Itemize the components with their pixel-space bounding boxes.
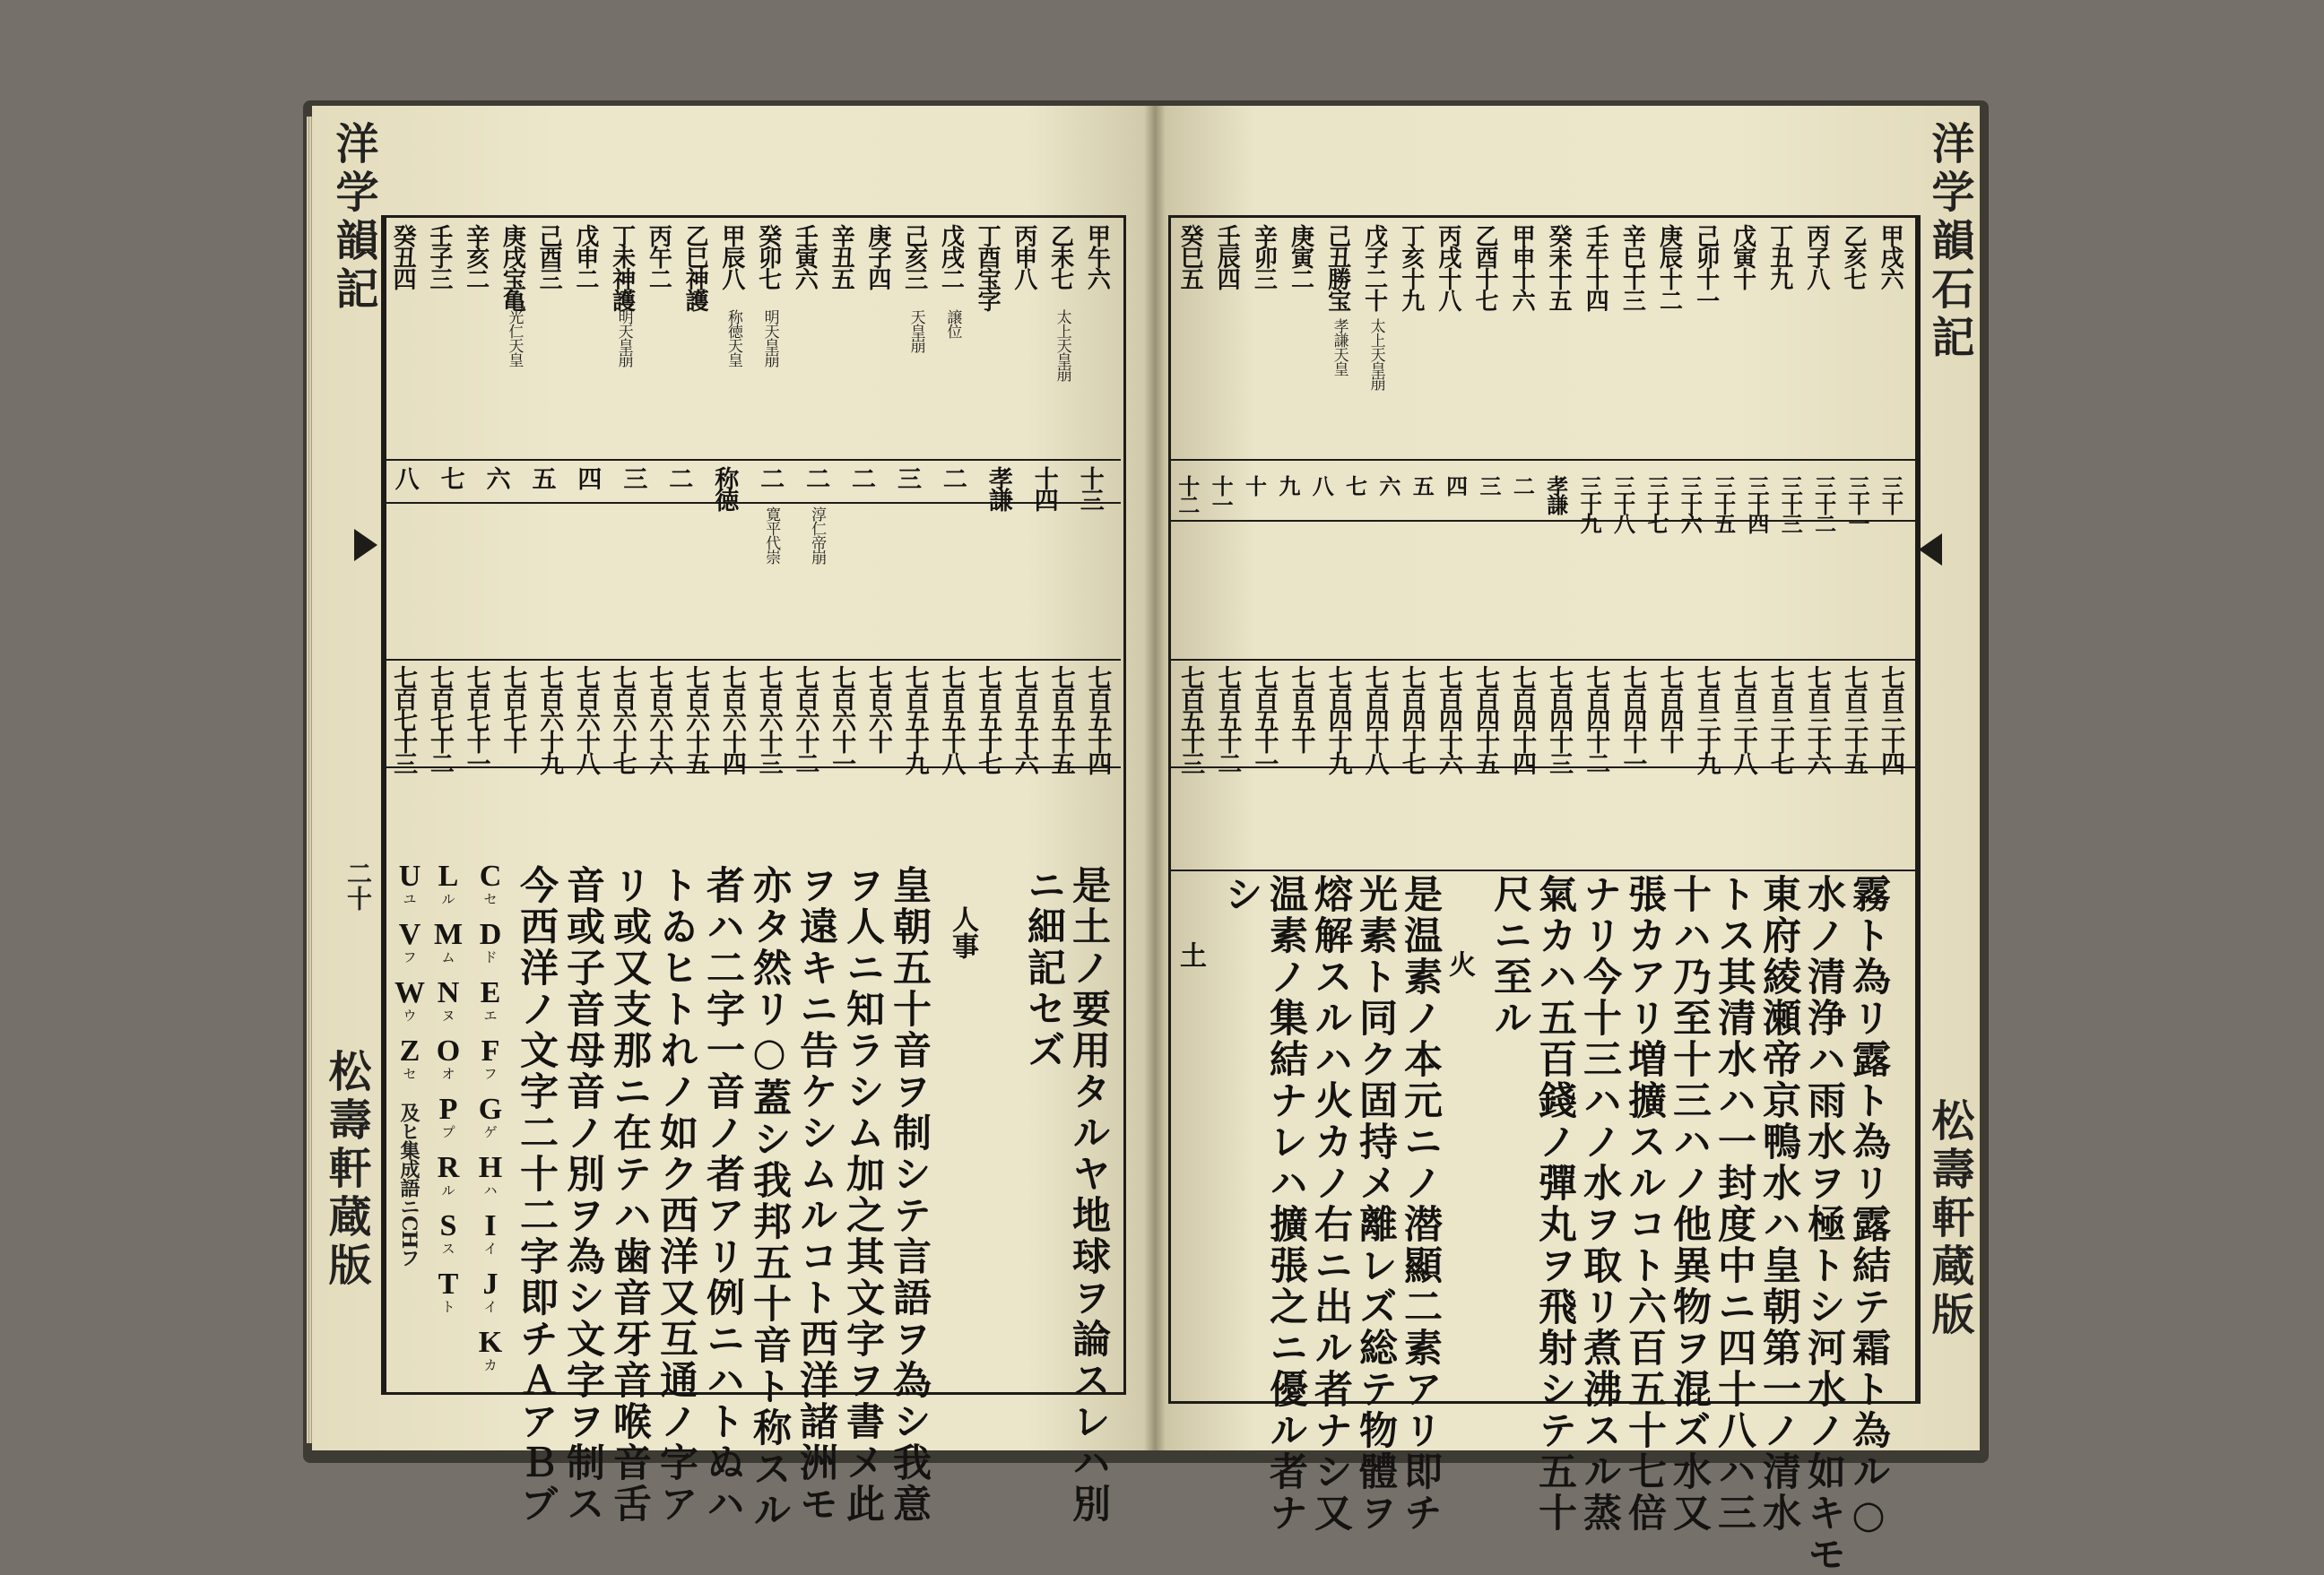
alphabet-column bbox=[429, 861, 468, 1327]
reign-cell: 三十七 bbox=[1643, 475, 1669, 532]
alphabet-trailer: 及ヒ集成語ニCHフ bbox=[397, 1103, 421, 1268]
reign-cell: 三十 bbox=[1877, 475, 1904, 513]
year-cell: 七百六十八 bbox=[571, 665, 600, 773]
reign-cell: 二 bbox=[756, 466, 785, 488]
alphabet-letter bbox=[429, 1152, 468, 1210]
body-line: 東府綾瀬帝京鴨水ハ皇朝第一ノ清水 bbox=[1756, 874, 1801, 1534]
kana-reading: イ bbox=[483, 1301, 498, 1315]
body-line: リ或又支那ニ在テハ歯音牙音喉音舌 bbox=[607, 865, 652, 1525]
era-cell: 庚辰十二 bbox=[1655, 224, 1683, 310]
year-cell: 七百七十二 bbox=[425, 665, 454, 773]
book-gutter bbox=[1144, 106, 1166, 1450]
right-rule-2 bbox=[1168, 520, 1918, 522]
year-cell: 七百六十九 bbox=[535, 665, 564, 773]
era-cell: 癸卯七 bbox=[754, 224, 782, 289]
year-cell: 七百七十一 bbox=[462, 665, 490, 773]
year-cell: 七百四十三 bbox=[1545, 665, 1574, 773]
body-line: 氣カハ五百錢ノ彈丸ヲ飛射シテ五十 bbox=[1532, 874, 1577, 1534]
right-publisher: 松壽軒蔵版 bbox=[1924, 1098, 1974, 1340]
body-line: ニ細記セズ bbox=[1021, 865, 1066, 1071]
era-cell: 壬子三 bbox=[425, 224, 453, 289]
latin-letter: Z bbox=[399, 1034, 421, 1068]
latin-letter: G bbox=[478, 1093, 503, 1126]
era-cell: 乙亥七 bbox=[1839, 224, 1867, 289]
era-cell-note: 太上天皇崩 bbox=[1366, 318, 1385, 390]
reign-cell: 十四 bbox=[1029, 466, 1058, 509]
year-cell: 七百六十六 bbox=[645, 665, 673, 773]
latin-letter: S bbox=[439, 1209, 457, 1242]
alphabet-letter bbox=[471, 861, 510, 919]
kana-reading: ス bbox=[441, 1242, 455, 1257]
alphabet-column bbox=[471, 861, 510, 1385]
era-cell: 辛丑五 bbox=[828, 224, 855, 289]
section-heading: 人事 bbox=[947, 905, 978, 959]
reign-cell: 三十五 bbox=[1710, 475, 1737, 532]
right-rule-3 bbox=[1168, 659, 1918, 661]
reign-cell: 三十四 bbox=[1743, 475, 1770, 532]
year-cell: 七百六十 bbox=[863, 665, 892, 751]
right-fishtail-mark bbox=[1919, 533, 1942, 566]
reign-cell: 三十二 bbox=[1810, 475, 1837, 532]
kana-reading: ヌ bbox=[441, 1009, 455, 1024]
right-rule-5 bbox=[1168, 870, 1918, 871]
alphabet-letter bbox=[390, 1035, 429, 1094]
year-cell: 七百七十三 bbox=[389, 665, 418, 773]
kana-reading: フ bbox=[403, 951, 417, 965]
year-cell: 七百六十五 bbox=[681, 665, 710, 773]
era-cell: 辛巳十三 bbox=[1618, 224, 1646, 310]
left-margin-title: 洋学韻記 bbox=[328, 121, 378, 315]
year-cell: 七百四十六 bbox=[1434, 665, 1462, 773]
reign-cell: 孝謙 bbox=[1542, 475, 1569, 513]
body-line: トゐヒトれノ如ク西洋又互通ノ字ア bbox=[654, 865, 698, 1525]
alphabet-letter bbox=[390, 919, 429, 977]
alphabet-letter bbox=[390, 977, 429, 1035]
year-cell: 七百四十八 bbox=[1360, 665, 1389, 773]
reign-cell: 十一 bbox=[1208, 475, 1235, 513]
kana-reading: ハ bbox=[483, 1184, 498, 1199]
reign-cell: 三十九 bbox=[1576, 475, 1603, 532]
latin-letter: N bbox=[437, 976, 460, 1009]
body-line: シ bbox=[1218, 874, 1263, 915]
body-line: 今西洋ノ文字二十二字即チＡアＢブ bbox=[514, 865, 559, 1525]
era-cell: 乙未七 bbox=[1046, 224, 1074, 289]
year-cell: 七百四十九 bbox=[1323, 665, 1352, 773]
era-cell: 戊子二十 bbox=[1360, 224, 1388, 310]
era-cell-note: 太上天皇崩 bbox=[1053, 309, 1071, 381]
body-line: 温素ノ集結ナレハ擴張之ニ優ル者ナ bbox=[1263, 874, 1308, 1534]
alphabet-letter bbox=[429, 861, 468, 919]
year-cell: 七百六十二 bbox=[791, 665, 819, 773]
latin-letter: E bbox=[480, 976, 501, 1009]
year-cell: 七百四十五 bbox=[1470, 665, 1499, 773]
left-rule-3 bbox=[381, 659, 1121, 661]
body-line: トス其清水ハ一封度中ニ四十八ハ三 bbox=[1712, 874, 1756, 1534]
era-cell: 癸未十五 bbox=[1545, 224, 1573, 310]
reign-cell: 七 bbox=[1341, 475, 1368, 494]
reign-cell-note: 淳仁帝崩 bbox=[808, 506, 827, 564]
latin-letter: R bbox=[437, 1151, 460, 1184]
alphabet-letter bbox=[471, 1094, 510, 1152]
alphabet-letter bbox=[471, 1327, 510, 1385]
reign-cell: 二 bbox=[664, 466, 693, 488]
kana-reading: フ bbox=[483, 1068, 498, 1082]
year-cell: 七百七十 bbox=[499, 665, 527, 751]
reign-cell: 四 bbox=[573, 466, 602, 488]
body-line: ヲ人ニ知ラシム加之其文字ヲ書メ此 bbox=[840, 865, 885, 1525]
section-heading: 土 bbox=[1175, 941, 1206, 968]
body-line: ヲ遠キニ告ケシムルコト西洋諸洲モ bbox=[793, 865, 838, 1525]
latin-letter: C bbox=[479, 860, 502, 893]
year-cell: 七百五十九 bbox=[900, 665, 929, 773]
reign-cell: 二 bbox=[847, 466, 876, 488]
reign-cell: 六 bbox=[1374, 475, 1401, 494]
reign-cell: 二 bbox=[938, 466, 967, 488]
reign-cell: 三十八 bbox=[1609, 475, 1636, 532]
latin-letter: I bbox=[484, 1209, 497, 1242]
body-line: 皇朝五十音ヲ制シテ言語ヲ為シ我意 bbox=[887, 865, 932, 1525]
era-cell: 丁未神護 bbox=[608, 224, 636, 310]
reign-cell: 三十一 bbox=[1844, 475, 1870, 532]
alphabet-letter bbox=[429, 1268, 468, 1327]
kana-reading: セ bbox=[403, 1068, 417, 1082]
era-cell: 丙子八 bbox=[1802, 224, 1830, 289]
alphabet-letter bbox=[471, 1152, 510, 1210]
era-cell-note: 明天皇崩 bbox=[614, 309, 633, 367]
body-line: 霧ト為リ露ト為リ露結テ霜ト為ル○ bbox=[1846, 874, 1891, 1540]
year-cell: 七百三十六 bbox=[1802, 665, 1831, 773]
era-cell: 庚戌宝亀 bbox=[499, 224, 526, 310]
alphabet-column bbox=[390, 861, 429, 1094]
era-cell-note: 光仁天皇 bbox=[505, 309, 524, 367]
reign-cell: 九 bbox=[1274, 475, 1301, 494]
body-line: 尺ニ至ル bbox=[1487, 874, 1532, 1039]
era-cell: 甲戌六 bbox=[1877, 224, 1904, 289]
era-cell: 己酉三 bbox=[535, 224, 563, 289]
year-cell: 七百六十四 bbox=[717, 665, 746, 773]
reign-cell: 三 bbox=[1476, 475, 1502, 494]
latin-letter: L bbox=[438, 860, 459, 893]
era-cell: 乙巳神護 bbox=[681, 224, 709, 310]
reign-cell: 称徳 bbox=[710, 466, 739, 509]
body-line: 是温素ノ本元ニノ潜顯二素アリ即チ bbox=[1398, 874, 1443, 1534]
reign-cell: 二 bbox=[802, 466, 830, 488]
year-cell: 七百四十一 bbox=[1618, 665, 1647, 773]
alphabet-letter bbox=[471, 1268, 510, 1327]
reign-cell: 三 bbox=[892, 466, 921, 488]
era-cell: 甲午六 bbox=[1083, 224, 1111, 289]
era-cell: 丁酉宝字 bbox=[974, 224, 1002, 310]
reign-cell: 孝謙 bbox=[984, 466, 1012, 509]
era-cell: 乙酉十七 bbox=[1470, 224, 1498, 310]
latin-letter: H bbox=[478, 1151, 503, 1184]
year-cell: 七百三十七 bbox=[1765, 665, 1794, 773]
kana-reading: エ bbox=[483, 1009, 498, 1024]
kana-reading: オ bbox=[441, 1068, 455, 1082]
reign-cell: 四 bbox=[1442, 475, 1469, 494]
latin-letter: P bbox=[438, 1093, 458, 1126]
era-cell: 己亥三 bbox=[900, 224, 928, 289]
kana-reading: ル bbox=[441, 893, 455, 907]
year-cell: 七百五十五 bbox=[1046, 665, 1075, 773]
latin-letter: K bbox=[478, 1326, 503, 1359]
body-line: 光素ト同ク固持メ離レズ総テ物體ヲ bbox=[1353, 874, 1398, 1534]
era-cell: 壬寅六 bbox=[791, 224, 819, 289]
era-cell: 癸巳五 bbox=[1176, 224, 1204, 289]
year-cell: 七百六十三 bbox=[754, 665, 783, 773]
reign-cell: 五 bbox=[527, 466, 556, 488]
latin-letter: U bbox=[398, 860, 421, 893]
alphabet-letter bbox=[471, 919, 510, 977]
kana-reading: ユ bbox=[403, 893, 417, 907]
year-cell: 七百五十七 bbox=[974, 665, 1002, 773]
year-cell: 七百五十一 bbox=[1250, 665, 1279, 773]
kana-reading: イ bbox=[483, 1242, 498, 1257]
kana-reading: ゲ bbox=[483, 1126, 498, 1140]
era-cell: 戊戌二 bbox=[937, 224, 965, 289]
alphabet-letter bbox=[429, 977, 468, 1035]
right-margin-title: 洋学韻石記 bbox=[1924, 121, 1974, 363]
reign-cell: 十二 bbox=[1174, 475, 1201, 513]
latin-letter: V bbox=[398, 918, 421, 951]
era-cell: 丙申八 bbox=[1010, 224, 1037, 289]
body-line: 熔解スルハ火カノ右ニ出ル者ナシ又 bbox=[1308, 874, 1353, 1534]
kana-reading: ム bbox=[441, 951, 455, 965]
kana-reading: ウ bbox=[403, 1009, 417, 1024]
year-cell: 七百四十 bbox=[1655, 665, 1684, 751]
alphabet-letter bbox=[471, 1210, 510, 1268]
era-cell: 壬辰四 bbox=[1213, 224, 1241, 289]
year-cell: 七百六十一 bbox=[828, 665, 856, 773]
reign-cell: 十 bbox=[1241, 475, 1268, 494]
year-cell: 七百三十九 bbox=[1692, 665, 1721, 773]
reign-cell-note: 寛平代崇 bbox=[762, 506, 781, 564]
latin-letter: J bbox=[482, 1268, 499, 1301]
kana-reading: プ bbox=[441, 1126, 455, 1140]
year-cell: 七百五十二 bbox=[1213, 665, 1242, 773]
year-cell: 七百六十七 bbox=[608, 665, 637, 773]
reign-cell: 二 bbox=[1509, 475, 1536, 494]
kana-reading: ト bbox=[441, 1301, 455, 1315]
year-cell: 七百五十四 bbox=[1083, 665, 1112, 773]
era-cell: 丁丑九 bbox=[1765, 224, 1793, 289]
latin-letter: W bbox=[395, 976, 425, 1009]
reign-cell: 三十三 bbox=[1777, 475, 1804, 532]
latin-letter: F bbox=[481, 1034, 500, 1068]
reign-cell: 三 bbox=[619, 466, 647, 488]
year-cell: 七百三十八 bbox=[1729, 665, 1757, 773]
reign-cell: 十三 bbox=[1075, 466, 1104, 509]
left-folio: 二十 bbox=[343, 861, 373, 911]
latin-letter: T bbox=[438, 1268, 459, 1301]
reign-cell: 五 bbox=[1409, 475, 1435, 494]
era-cell: 己卯十一 bbox=[1692, 224, 1720, 310]
year-cell: 七百五十六 bbox=[1010, 665, 1038, 773]
alphabet-letter bbox=[429, 919, 468, 977]
era-cell: 戊寅十 bbox=[1729, 224, 1756, 289]
era-cell: 丁亥十九 bbox=[1397, 224, 1425, 310]
year-cell: 七百四十七 bbox=[1397, 665, 1426, 773]
year-cell: 七百三十五 bbox=[1839, 665, 1868, 773]
alphabet-letter bbox=[429, 1210, 468, 1268]
era-cell: 庚子四 bbox=[863, 224, 891, 289]
body-line: ナリ今十三ハノ水ヲ取リ煮沸スル蒸 bbox=[1577, 874, 1622, 1534]
era-cell: 丙午二 bbox=[645, 224, 672, 289]
kana-reading: ル bbox=[441, 1184, 455, 1199]
era-cell-note: 明天皇崩 bbox=[760, 309, 779, 367]
year-cell: 七百三十四 bbox=[1877, 665, 1905, 773]
left-fishtail-mark bbox=[354, 529, 377, 561]
right-rule-1 bbox=[1168, 459, 1918, 461]
alphabet-letter bbox=[390, 861, 429, 919]
era-cell: 辛卯三 bbox=[1250, 224, 1278, 289]
reign-cell: 三十六 bbox=[1677, 475, 1704, 532]
era-cell: 壬午十四 bbox=[1582, 224, 1609, 310]
kana-reading: カ bbox=[483, 1359, 498, 1373]
alphabet-letter bbox=[471, 977, 510, 1035]
era-cell: 甲辰八 bbox=[717, 224, 745, 289]
body-line: 十ハ乃至十三ハノ他異物ヲ混ズ水又 bbox=[1667, 874, 1712, 1534]
body-line: 張カアリ増擴スルコト六百五十七倍 bbox=[1622, 874, 1667, 1534]
alphabet-letter bbox=[429, 1094, 468, 1152]
body-line: 水ノ清浄ハ雨水ヲ極トシ河水ノ如キモ bbox=[1801, 874, 1846, 1575]
era-cell: 辛亥二 bbox=[462, 224, 490, 289]
era-cell: 庚寅二 bbox=[1287, 224, 1314, 289]
year-cell: 七百五十八 bbox=[937, 665, 966, 773]
reign-cell: 八 bbox=[1308, 475, 1335, 494]
alphabet-letter bbox=[471, 1035, 510, 1094]
kana-reading: セ bbox=[483, 893, 498, 907]
alphabet-letter bbox=[429, 1035, 468, 1094]
era-cell-note: 称徳天皇 bbox=[724, 309, 742, 367]
latin-letter: D bbox=[479, 918, 502, 951]
era-cell: 癸丑四 bbox=[389, 224, 417, 289]
kana-reading: ド bbox=[483, 951, 498, 965]
body-line: 音或子音母音ノ別ヲ為シ文字ヲ制ス bbox=[560, 865, 605, 1525]
left-publisher: 松壽軒蔵版 bbox=[321, 1049, 371, 1291]
section-heading: 火 bbox=[1444, 950, 1475, 977]
latin-letter: O bbox=[436, 1034, 461, 1068]
body-line: 者ハ二字一音ノ者アリ例ニハトぬハ bbox=[700, 865, 745, 1525]
reign-cell: 六 bbox=[481, 466, 510, 488]
body-line: 亦タ然リ○蓋シ我邦五十音ト称スル bbox=[747, 865, 792, 1531]
latin-letter: M bbox=[433, 918, 464, 951]
body-line: 是土ノ要用タルヤ地球ヲ論スレハ別 bbox=[1066, 865, 1111, 1525]
year-cell: 七百五十 bbox=[1287, 665, 1315, 751]
era-cell: 己丑勝宝 bbox=[1323, 224, 1351, 310]
left-rule-1 bbox=[381, 459, 1121, 461]
era-cell: 戊申二 bbox=[571, 224, 599, 289]
era-cell-note: 孝謙天皇 bbox=[1330, 318, 1348, 376]
year-cell: 七百四十四 bbox=[1508, 665, 1537, 773]
year-cell: 七百五十三 bbox=[1176, 665, 1205, 773]
era-cell-note: 天皇崩 bbox=[906, 309, 925, 352]
era-cell-note: 譲位 bbox=[943, 309, 962, 338]
reign-cell: 七 bbox=[436, 466, 464, 488]
year-cell: 七百四十二 bbox=[1582, 665, 1610, 773]
reign-cell: 八 bbox=[390, 466, 419, 488]
era-cell: 甲申十六 bbox=[1508, 224, 1536, 310]
era-cell: 丙戌十八 bbox=[1434, 224, 1461, 310]
